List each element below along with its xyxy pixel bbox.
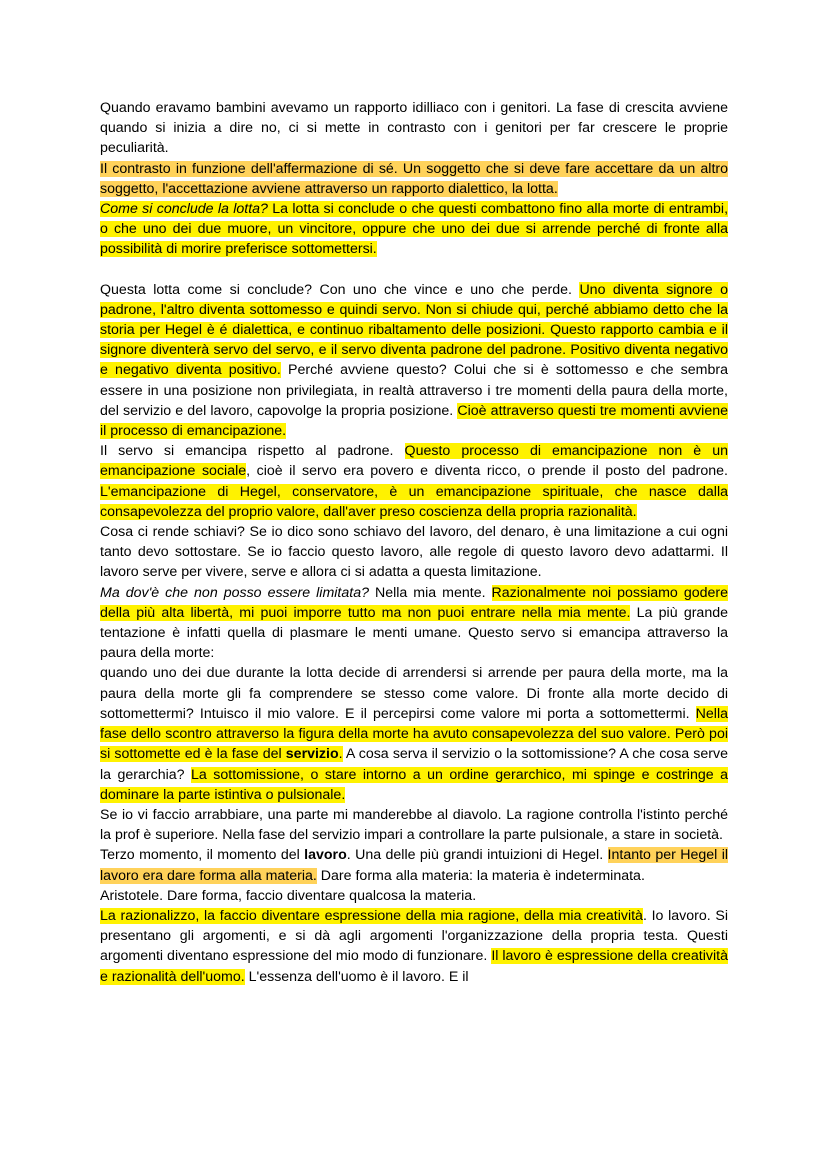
paragraph xyxy=(100,845,728,885)
text-run: Perché avviene questo? Colui che si è sottomesso e che sembra essere in una posizione non privilegiata, in realtà attraverso i tre momenti della paura della morte, del servizio e del lavoro, capovolge la propria posizione. xyxy=(100,362,728,419)
highlighted-text: Nella fase dello scontro attraverso la figura della morte ha avuto consapevolezza del suo valore. Però poi si sottomette ed è la fase del xyxy=(100,705,728,763)
paragraph xyxy=(100,98,728,159)
highlighted-text: Cioè attraverso questi tre momenti avviene il processo di emancipazione. xyxy=(100,402,728,440)
text-run: . Io lavoro. Si presentano gli argomenti, e si dà agli argomenti l'organizzazione della propria testa. Questi argomenti diventano espressione del mio modo di funzionare. xyxy=(100,907,728,965)
highlighted-text: La sottomissione, o stare intorno a un ordine gerarchico, mi spinge e costringe a dominare la parte istintiva o pulsionale. xyxy=(100,766,728,803)
text-run: L'essenza dell'uomo è il lavoro. E il xyxy=(244,968,469,985)
paragraph xyxy=(100,280,728,442)
paragraph xyxy=(100,441,728,522)
paragraph xyxy=(100,199,728,260)
text-run: Quando eravamo bambini avevamo un rapporto idilliaco con i genitori. La fase di crescita avviene quando si inizia a dire no, ci si mette in contrasto con i genitori per far crescere le proprie peculiarità. xyxy=(100,100,728,157)
text-run: . Una delle più grandi intuizioni di Hegel. xyxy=(346,847,608,864)
highlighted-text: Uno diventa signore o padrone, l'altro diventa sottomesso e quindi servo. Non si chiude qui, perché abbiamo detto che la storia per Hegel è é dialettica, e continuo ribaltamento delle posizioni. Questo rapporto cambia e il signore diventerà servo del servo, e il servo diventa padrone del padrone. Positivo diventa negativo e negativo diventa positivo. xyxy=(100,281,728,379)
paragraph xyxy=(100,522,728,583)
paragraph-spacer xyxy=(100,260,728,280)
paragraph xyxy=(100,886,728,906)
paragraph xyxy=(100,805,728,845)
text-run: Nella mia mente. xyxy=(368,584,492,601)
text-run: A cosa serva il servizio o la sottomissione? A che cosa serve la gerarchia? xyxy=(100,746,728,783)
text-run: Cosa ci rende schiavi? Se io dico sono schiavo del lavoro, del denaro, è una limitazione a cui ogni tanto devo sottostare. Se io faccio questo lavoro, alle regole di questo lavoro devo adattarmi. Il lavoro serve per vivere, serve e allora ci si adatta a questa limitazione. xyxy=(100,524,728,581)
highlighted-text: Intanto per Hegel il lavoro era dare forma alla materia. xyxy=(100,847,729,884)
text-run: Questa lotta come si conclude? Con uno che vince e uno che perde. xyxy=(100,281,580,298)
text-run: lavoro xyxy=(304,847,347,864)
highlighted-text: L'emancipazione di Hegel, conservatore, è un emancipazione spirituale, che nasce dalla consapevolezza del proprio valore, dall'aver preso coscienza della propria razionalità. xyxy=(100,483,728,520)
text-run: Dare forma alla materia: la materia è indeterminata. xyxy=(316,867,645,884)
text-run: , cioè il servo era povero e diventa ricco, o prende il posto del padrone. xyxy=(246,463,728,480)
text-run: La più grande tentazione è infatti quella di plasmare le menti umane. Questo servo si emancipa attraverso la paura della morte: xyxy=(100,604,728,662)
highlighted-text: La lotta si conclude o che questi combattono fino alla morte di entrambi, o che uno dei due muore, un vincitore, oppure che uno dei due si arrende perché di fronte alla possibilità di morire preferisce sottomettersi. xyxy=(100,201,729,258)
paragraph xyxy=(100,583,728,664)
highlighted-text: Come si conclude la lotta? xyxy=(100,201,268,218)
highlighted-text: La razionalizzo, la faccio diventare espressione della mia ragione, della mia creatività xyxy=(100,907,643,924)
text-run: Terzo momento, il momento del xyxy=(100,847,305,864)
paragraph xyxy=(100,663,728,804)
highlighted-text: Il contrasto in funzione dell'affermazione di sé. Un soggetto che si deve fare accettare da un altro soggetto, l'accettazione avviene attraverso un rapporto dialettico, la lotta. xyxy=(100,160,728,197)
text-run: Ma dov'è che non posso essere limitata? xyxy=(100,584,369,601)
paragraph xyxy=(100,159,728,199)
paragraph xyxy=(100,906,728,987)
text-run: Il servo si emancipa rispetto al padrone. xyxy=(100,443,405,460)
highlighted-text: Il lavoro è espressione della creatività e razionalità dell'uomo. xyxy=(100,948,728,985)
document-body xyxy=(100,98,728,987)
text-run: Se io vi faccio arrabbiare, una parte mi manderebbe al diavolo. La ragione controlla l'istinto perché la prof è superiore. Nella fase del servizio impari a controllare la parte pulsionale, a stare in società. xyxy=(100,806,728,844)
text-run: quando uno dei due durante la lotta decide di arrendersi si arrende per paura della morte, ma la paura della morte gli fa comprendere se stesso come valore. Di fronte alla morte decido di sottomettermi? Intuisco il mio valore. E il percepirsi come valore mi porta a sottomettermi. xyxy=(100,665,728,722)
highlighted-text: servizio xyxy=(285,746,339,763)
text-run: Aristotele. Dare forma, faccio diventare qualcosa la materia. xyxy=(100,887,477,904)
highlighted-text: Razionalmente noi possiamo godere della più alta libertà, mi puoi imporre tutto ma non puoi entrare nella mia mente. xyxy=(100,584,728,621)
highlighted-text: Questo processo di emancipazione non è un emancipazione sociale xyxy=(100,443,729,480)
highlighted-text: . xyxy=(338,746,343,763)
